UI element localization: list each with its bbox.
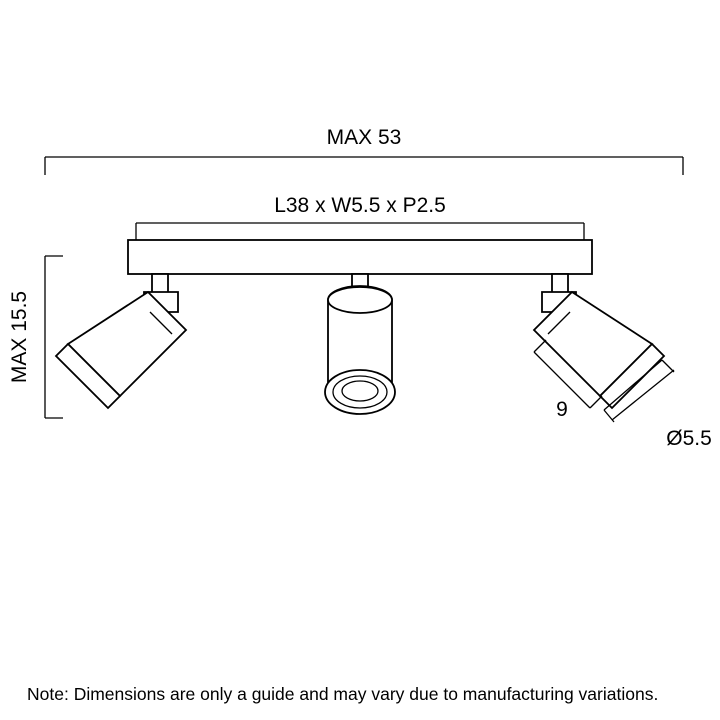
head-length-label: 9: [556, 398, 568, 421]
max-height-label: MAX 15.5: [8, 290, 31, 384]
overall-width-label: MAX 53: [326, 126, 402, 149]
diameter-label: Ø5.5: [666, 427, 712, 450]
plate-size-label: L38 x W5.5 x P2.5: [274, 194, 446, 217]
manufacturing-note: Note: Dimensions are only a guide and may vary due to manufacturing variations.: [27, 684, 659, 704]
plate-dimension: [136, 223, 584, 240]
height-dimension: [45, 256, 63, 418]
mounting-bar: [128, 240, 592, 274]
spot-head-left: [56, 274, 186, 408]
overall-width-dimension: [45, 157, 683, 175]
spot-head-right: [534, 274, 664, 408]
spot-head-center: [325, 274, 395, 414]
